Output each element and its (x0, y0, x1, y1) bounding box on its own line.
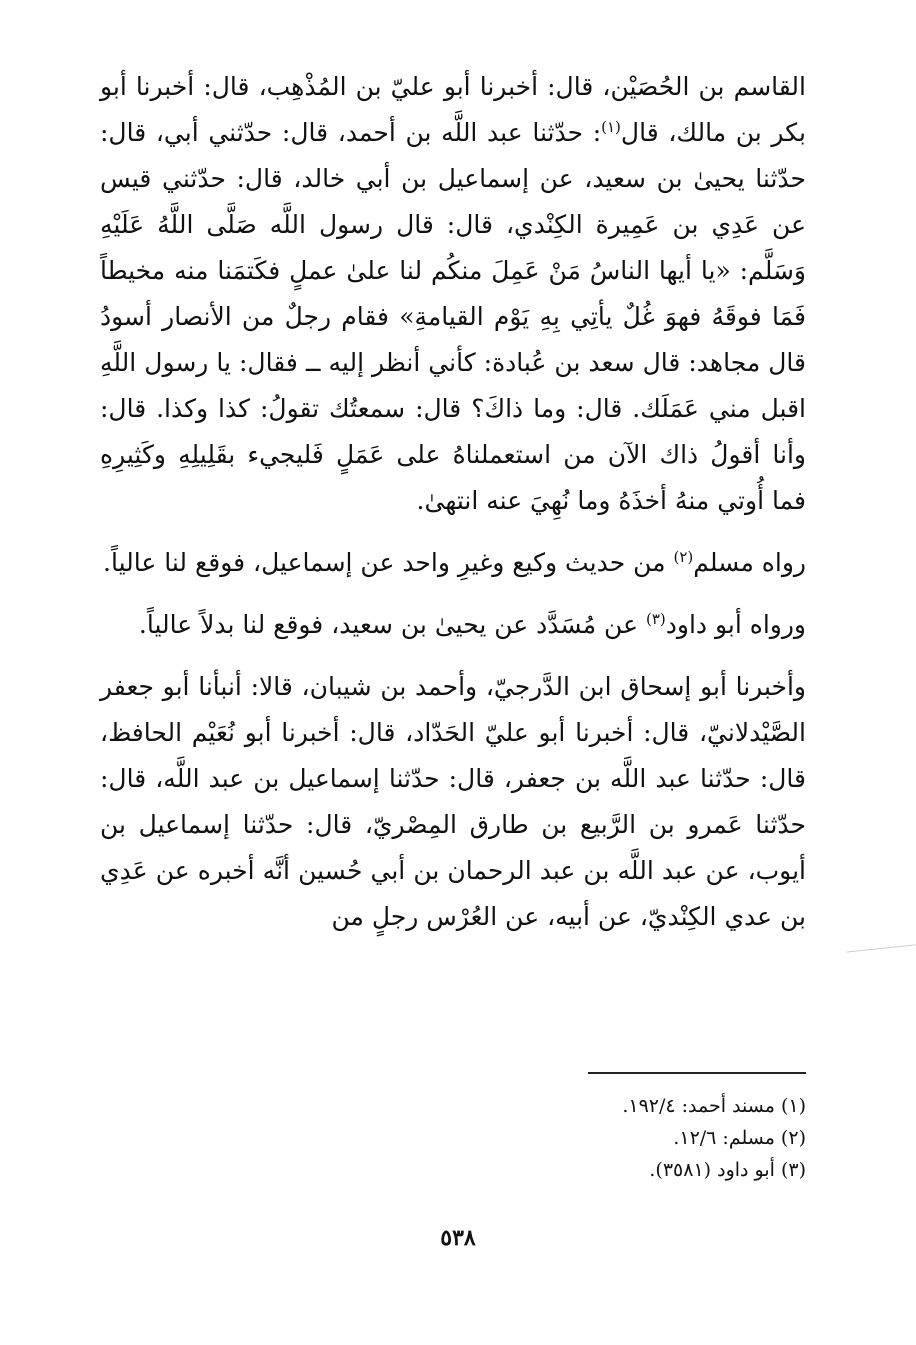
paragraph-text: ورواه أبو داود (665, 610, 806, 639)
footnote-ref-2: (٢) (673, 548, 694, 566)
footnote-ref-1: (١) (601, 118, 621, 136)
paragraph-hadith-chain (100, 64, 806, 524)
main-text (100, 64, 806, 940)
scan-edge-line (846, 944, 916, 952)
paragraph-muslim-narration (100, 540, 806, 586)
footnote-1: (١) مسند أحمد: ١٩٢/٤. (622, 1095, 806, 1117)
footnote-3: (٣) أبو داود (٣٥٨١). (649, 1159, 806, 1181)
footnote-ref-3: (٣) (645, 610, 666, 628)
paragraph-text: عن مُسَدَّد عن يحيىٰ بن سعيد، فوقع لنا بدلاً عالياً. (138, 610, 646, 639)
page-number: ٥٣٨ (440, 1225, 476, 1251)
paragraph-second-chain: وأخبرنا أبو إسحاق ابن الدَّرجيّ، وأحمد بن شيبان، قالا: أنبأنا أبو جعفر الصَّيْدلانيّ، قال: أخبرنا أبو عليّ الحَدّاد، قال: أخبرنا أبو نُعَيْم الحافظ، قال: حدّثنا عبد اللَّه بن جعفر، قال: حدّثنا إسماعيل بن عبد اللَّه، قال: حدّثنا عَمرو بن الرَّبيع بن طارق المِصْريّ، قال: حدّثنا إسماعيل بن أيوب، عن عبد اللَّه بن عبد الرحمان بن أبي حُسين أنَّه أخبره عن عَدِي بن عدي الكِنْديّ، عن أبيه، عن العُرْس رجلٍ من (100, 672, 806, 931)
paragraph-text: من حديث وكيع وغيرِ واحد عن إسماعيل، فوقع لنا عالياً. (103, 548, 674, 577)
paragraph-text: رواه مسلم (693, 548, 806, 577)
footnote-2: (٢) مسلم: ١٢/٦. (673, 1127, 806, 1149)
paragraph-text: : حدّثنا عبد اللَّه بن أحمد، قال: حدّثني أبي، قال: حدّثنا يحيىٰ بن سعيد، عن إسماعيل بن أبي خالد، قال: حدّثني قيس عن عَدِي بن عَمِيرة الكِنْدي، قال: قال رسول اللَّه صَلَّى اللَّهُ عَلَيْهِ وَسَلَّم: «يا أيها الناسُ مَنْ عَمِلَ منكُم لنا علىٰ عملٍ فكَتمَنا منه مخيطاً فَمَا فوقَهُ فهوَ غُلٌ يأتِي بِهِ يَوْم القيامةِ» فقام رجلٌ من الأنصار أسودُ قال مجاهد: قال سعد بن عُبادة: كأني أنظر إليه ــ فقال: يا رسول اللَّهِ اقبل مني عَمَلَك. قال: وما ذاكَ؟ قال: سمعتُك تقولُ: كذا وكذا. قال: وأنا أقولُ ذاك الآن من استعملناهُ على عَمَلٍ فَليجيء بقَلِيلِهِ وكَثِيرِهِ فما أُوتي منهُ أخذَهُ وما نُهِيَ عنه انتهىٰ. (100, 118, 807, 515)
footnotes (406, 1090, 806, 1186)
paragraph-abu-dawud-narration (100, 602, 806, 648)
paragraph-text: القاسم بن الحُصَيْن، قال: أخبرنا أبو عليّ بن المُذْهِب، قال: أخبرنا أبو بكر بن مالك، قال (100, 72, 806, 147)
footnote-divider (588, 1072, 806, 1074)
